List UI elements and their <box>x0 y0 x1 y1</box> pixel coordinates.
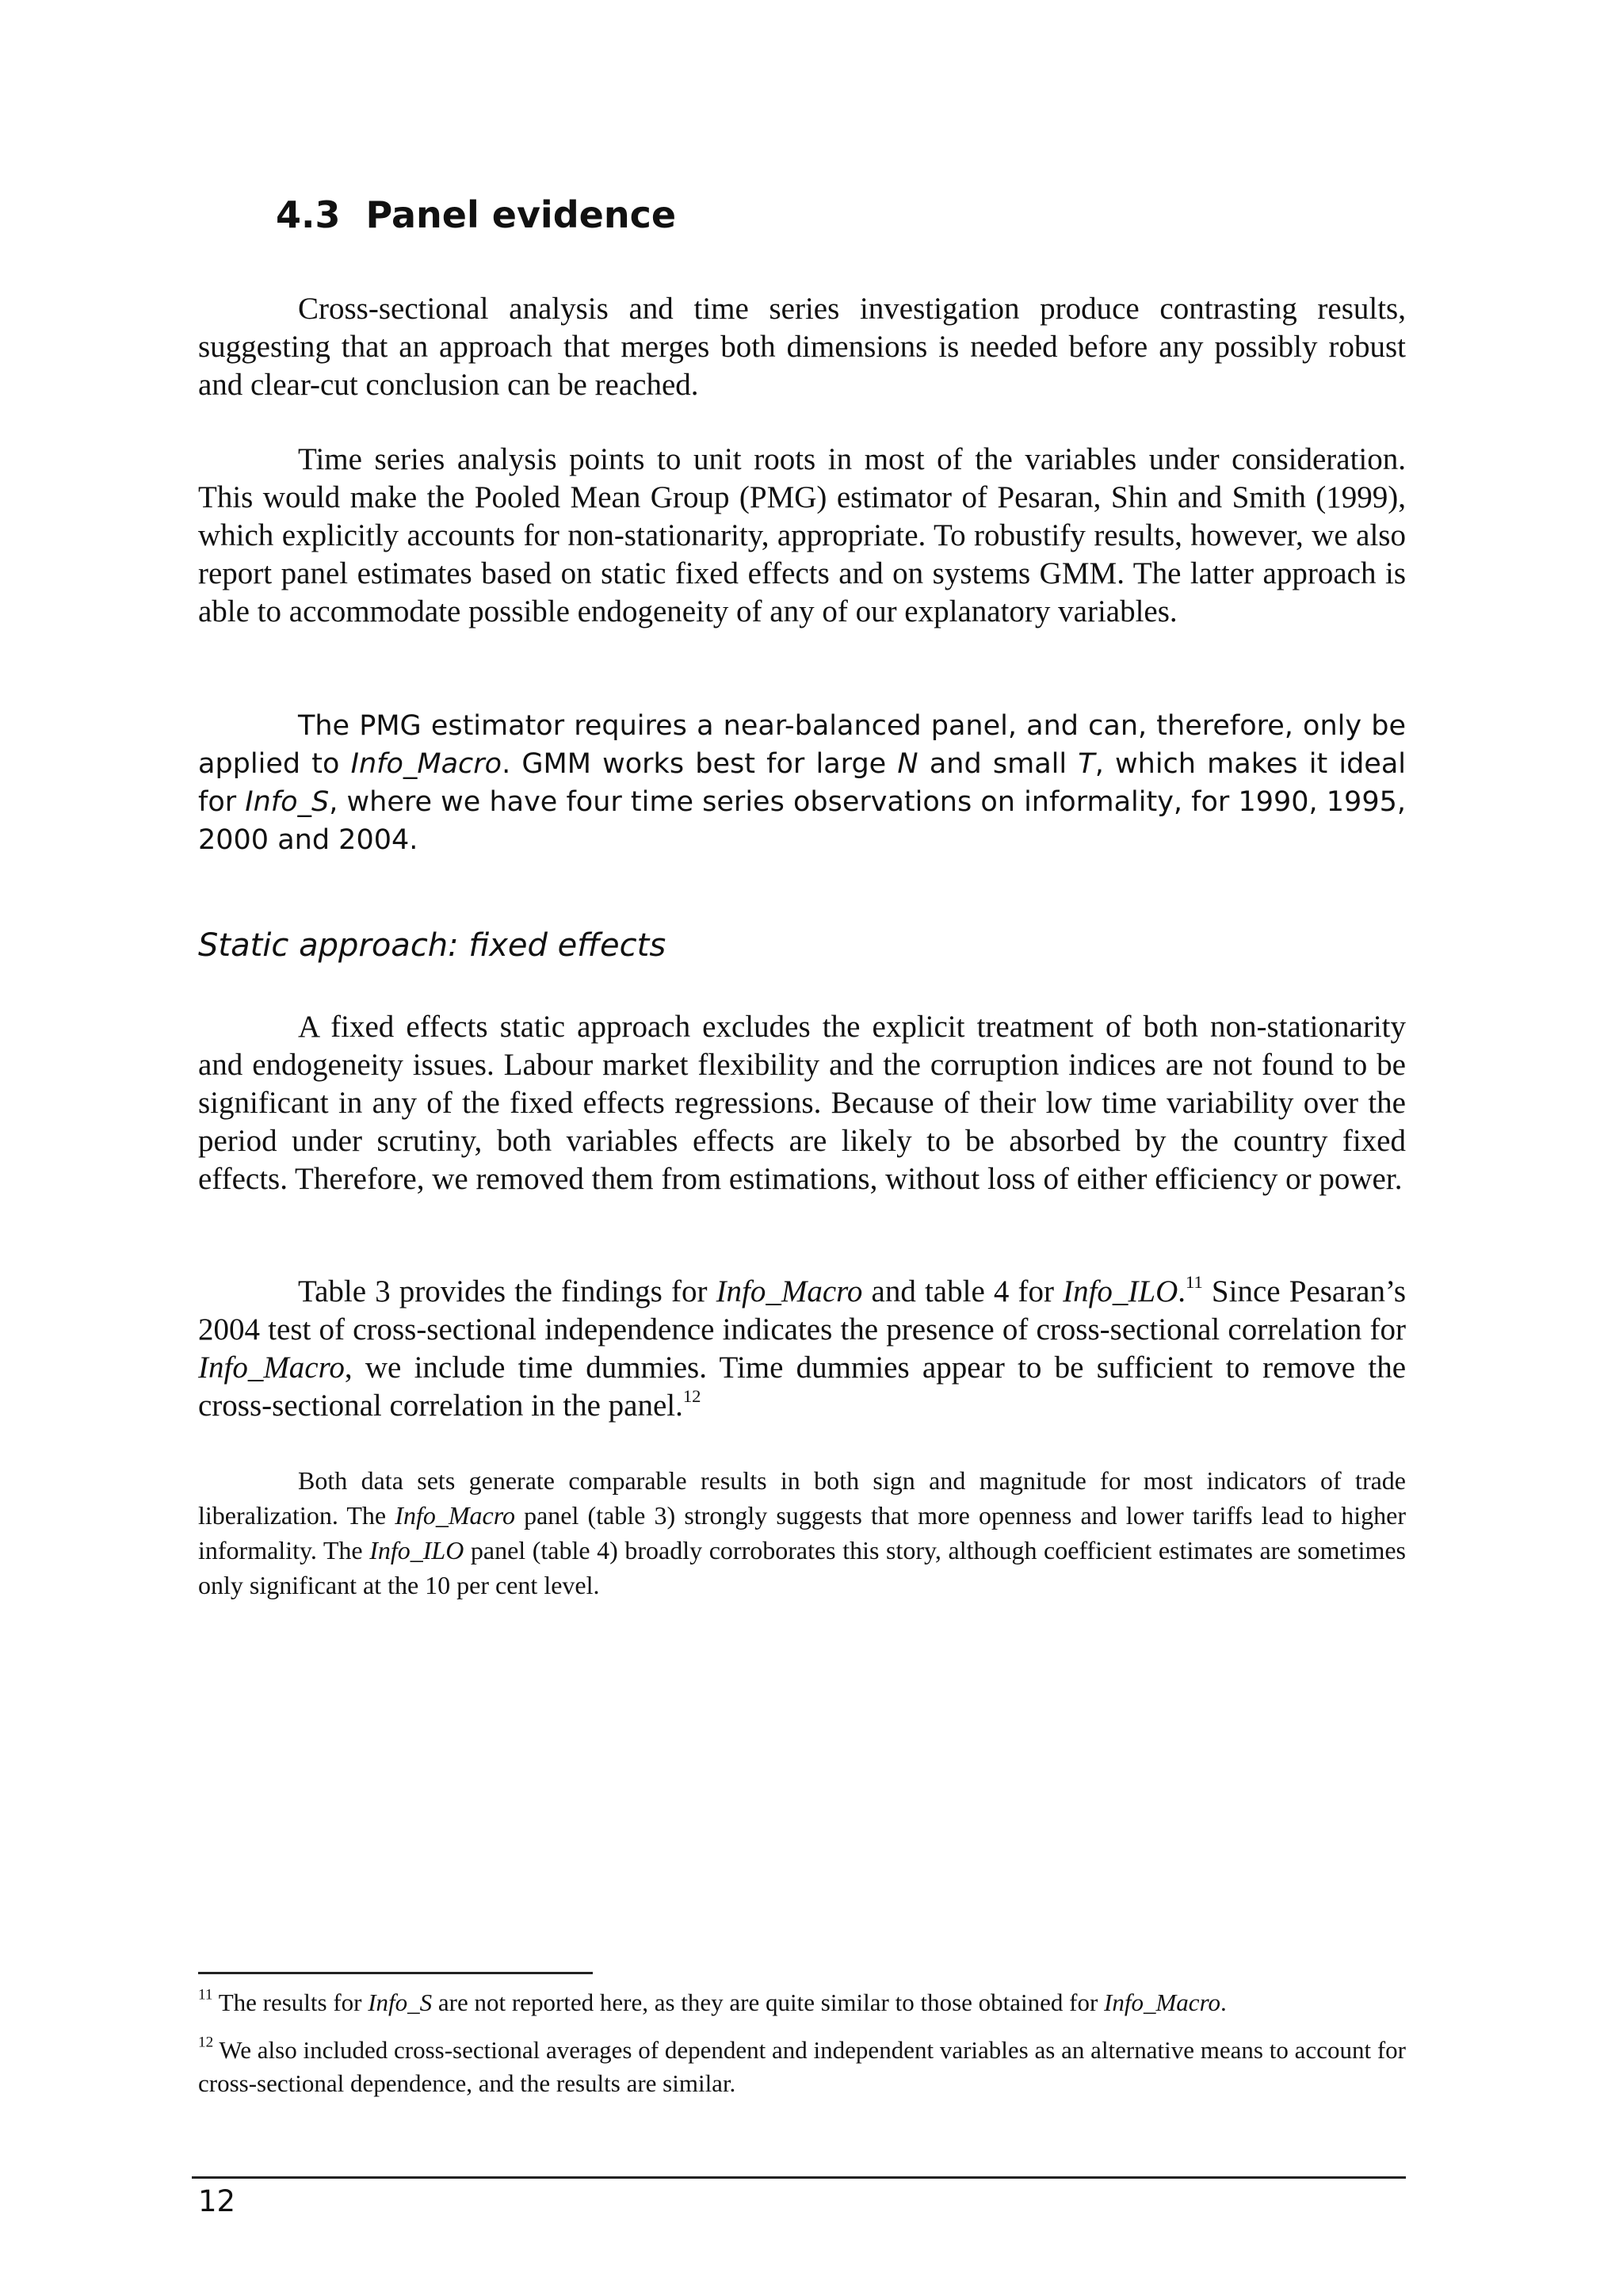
paragraph-2: Time series analysis points to unit roots in most of the variables under consideration. This would make the Pooled Mean Group (PMG) estimator of Pesaran, Shin and Smith (1999), which explicitly accounts for non-stationarity, appropriate. To robustify results, however, we also report panel estimates based on static fixed effects and on systems GMM. The latter approach is able to accommodate possible endogeneity of any of our explanatory variables. <box>198 442 1406 628</box>
term-info-macro: Info_Macro <box>350 748 502 780</box>
term-info-macro: Info_Macro <box>716 1274 863 1308</box>
footnote-11: $^{11}$ The results for Info_S are not reported here, as they are quite similar to those obtained for Info_Macro. <box>198 1986 1227 2016</box>
footnote-ref-11[interactable]: 11 <box>1186 1272 1203 1293</box>
symbol-n: N <box>897 748 918 780</box>
paragraph-6: Both data sets generate comparable results in both sign and magnitude for most indicators of trade liberalization. The Info_Macro panel (table 3) strongly suggests that more openness and lower tariffs lead to higher informality. The Info_ILO panel (table 4) broadly corroborates this story, although coefficient estimates are sometimes only significant at the 10 per cent level. <box>198 1466 1407 1599</box>
footnote-ref-12[interactable]: 12 <box>682 1386 701 1407</box>
term-info-macro: Info_Macro <box>198 1350 345 1385</box>
section-number: 4.3 <box>276 193 341 236</box>
footnote-mark-11: 11 <box>198 1986 213 2004</box>
footnote-separator <box>198 1972 593 1974</box>
page-footer-rule <box>192 2176 1406 2179</box>
footnote-12: $^{12}$ We also included cross-sectional averages of dependent and independent variables as an alternative means to account for cross-sectional dependence, and the results are similar. <box>198 2034 1406 2097</box>
subsection-heading: Static approach: fixed effects <box>198 927 666 964</box>
section-heading <box>276 193 676 236</box>
page-number: 12 <box>198 2184 236 2218</box>
term-info-ilo: Info_ILO <box>369 1536 464 1564</box>
paragraph-1: Cross-sectional analysis and time series investigation produce contrasting results, suggesting that an approach that merges both dimensions is needed before any possibly robust and clear-cut conclusion can be reached. <box>198 292 1406 402</box>
paragraph-4: A fixed effects static approach excludes the explicit treatment of both non-stationarity and endogeneity issues. Labour market flexibility and the corruption indices are not found to be significant in any of the fixed effects regressions. Because of their low time variability over the period under scrutiny, both variables effects are likely to be absorbed by the country fixed effects. Therefore, we removed them from estimations, without loss of either efficiency or power. <box>198 1010 1406 1196</box>
term-info-s: Info_S <box>368 1988 433 2016</box>
term-info-s: Info_S <box>245 786 330 818</box>
section-title: Panel evidence <box>365 193 677 236</box>
paragraph-3: The PMG estimator requires a near-balanced panel, and can, therefore, only be applied to Info_Macro. GMM works best for large N and small T, which makes it ideal for Info_S, where we have four time series observations on informality, for 1990, 1995, 2000 and 2004. <box>198 710 1407 856</box>
paragraph-5: Table 3 provides the findings for Info_Macro and table 4 for Info_ILO.$^{11}$ Since Pesaran’s 2004 test of cross-sectional independence indicates the presence of cross-sectional correlation for Info_Macro, we include time dummies. Time dummies appear to be sufficient to remove the cross-sectional correlation in the panel.$^{12}$ <box>198 1272 1406 1423</box>
term-info-ilo: Info_ILO <box>1063 1274 1178 1308</box>
symbol-t: T <box>1078 748 1095 780</box>
term-info-macro: Info_Macro <box>395 1501 515 1530</box>
footnote-mark-12: 12 <box>198 2034 214 2051</box>
term-info-macro: Info_Macro <box>1104 1988 1220 2016</box>
